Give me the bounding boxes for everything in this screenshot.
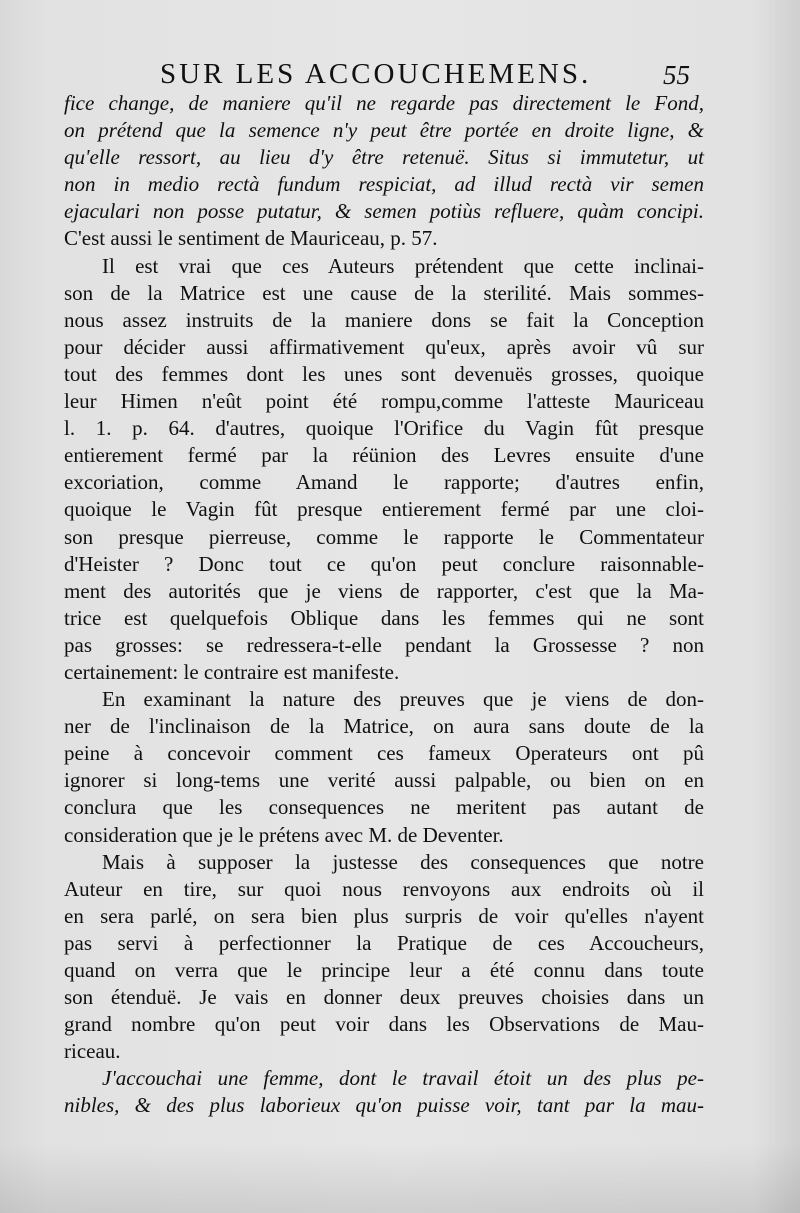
text-line: entierement fermé par la réünion des Levres ensuite d'une [64,443,704,468]
text-line: Auteur en tire, sur quoi nous renvoyons aux endroits où il [64,876,704,901]
text-line: C'est aussi le sentiment de Mauriceau, p. 57. [64,226,438,251]
text-line: conclura que les consequences ne meritent pas autant de [64,795,704,820]
text-line: d'Heister ? Donc tout ce qu'on peut conclure raisonnable- [64,551,704,576]
text-line: son presque pierreuse, comme le rapporte le Commentateur [64,524,704,549]
text-line: J'accouchai une femme, dont le travail étoit un des plus pe- [102,1066,704,1091]
text-line: son de la Matrice est une cause de la sterilité. Mais sommes- [64,280,704,305]
body-text [64,90,704,1120]
page-number: 55 [663,60,690,90]
text-line: Il est vrai que ces Auteurs prétendent que cette inclinai- [102,253,704,278]
running-title: SUR LES ACCOUCHEMENS. [160,58,592,90]
text-line: ejaculari non posse putatur, & semen potiùs refluere, quàm concipi. [64,199,704,224]
text-line: peine à concevoir comment ces fameux Operateurs ont pû [64,741,704,766]
text-line: qu'elle ressort, au lieu d'y être retenuë. Situs si immutetur, ut [64,145,704,170]
text-line: riceau. [64,1039,121,1064]
text-line: quoique le Vagin fût presque entierement fermé par une cloi- [64,497,704,522]
text-line: on prétend que la semence n'y peut être portée en droite ligne, & [64,118,704,143]
text-line: ner de l'inclinaison de la Matrice, on aura sans doute de la [64,714,704,739]
text-line: En examinant la nature des preuves que je viens de don- [102,687,704,712]
text-line: consideration que je le prétens avec M. de Deventer. [64,822,504,847]
text-line: pas grosses: se redressera-t-elle pendant la Grossesse ? non [64,632,704,657]
text-line: grand nombre qu'on peut voir dans les Observations de Mau- [64,1012,704,1037]
text-line: certainement: le contraire est manifeste. [64,659,400,684]
text-line: fice change, de maniere qu'il ne regarde pas directement le Fond, [64,91,704,115]
text-line: ignorer si long-tems une verité aussi palpable, ou bien on en [64,768,704,793]
text-line: tout des femmes dont les unes sont devenuës grosses, quoique [64,361,704,386]
text-line: son étenduë. Je vais en donner deux preuves choisies dans un [64,985,704,1010]
text-line: leur Himen n'eût point été rompu,comme l'atteste Mauriceau [64,389,704,414]
text-line: Mais à supposer la justesse des consequences que notre [102,849,704,874]
text-line: quand on verra que le principe leur a été connu dans toute [64,958,704,982]
text-line: nous assez instruits de la maniere dons se fait la Conception [64,307,704,332]
text-line: nibles, & des plus laborieux qu'on puisse voir, tant par la mau- [64,1093,704,1118]
page-header [160,58,690,92]
text-line: l. 1. p. 64. d'autres, quoique l'Orifice du Vagin fût presque [64,416,704,441]
text-line: en sera parlé, on sera bien plus surpris de voir qu'elles n'ayent [64,903,704,928]
text-line: non in medio rectà fundum respiciat, ad illud rectà vir semen [64,172,704,197]
text-line: pour décider aussi affirmativement qu'eux, après avoir vû sur [64,334,704,359]
text-line: ment des autorités que je viens de rapporter, c'est que la Ma- [64,578,704,603]
text-line: excoriation, comme Amand le rapporte; d'autres enfin, [64,470,704,495]
text-line: pas servi à perfectionner la Pratique de ces Accoucheurs, [64,930,704,955]
text-line: trice est quelquefois Oblique dans les femmes qui ne sont [64,605,704,630]
